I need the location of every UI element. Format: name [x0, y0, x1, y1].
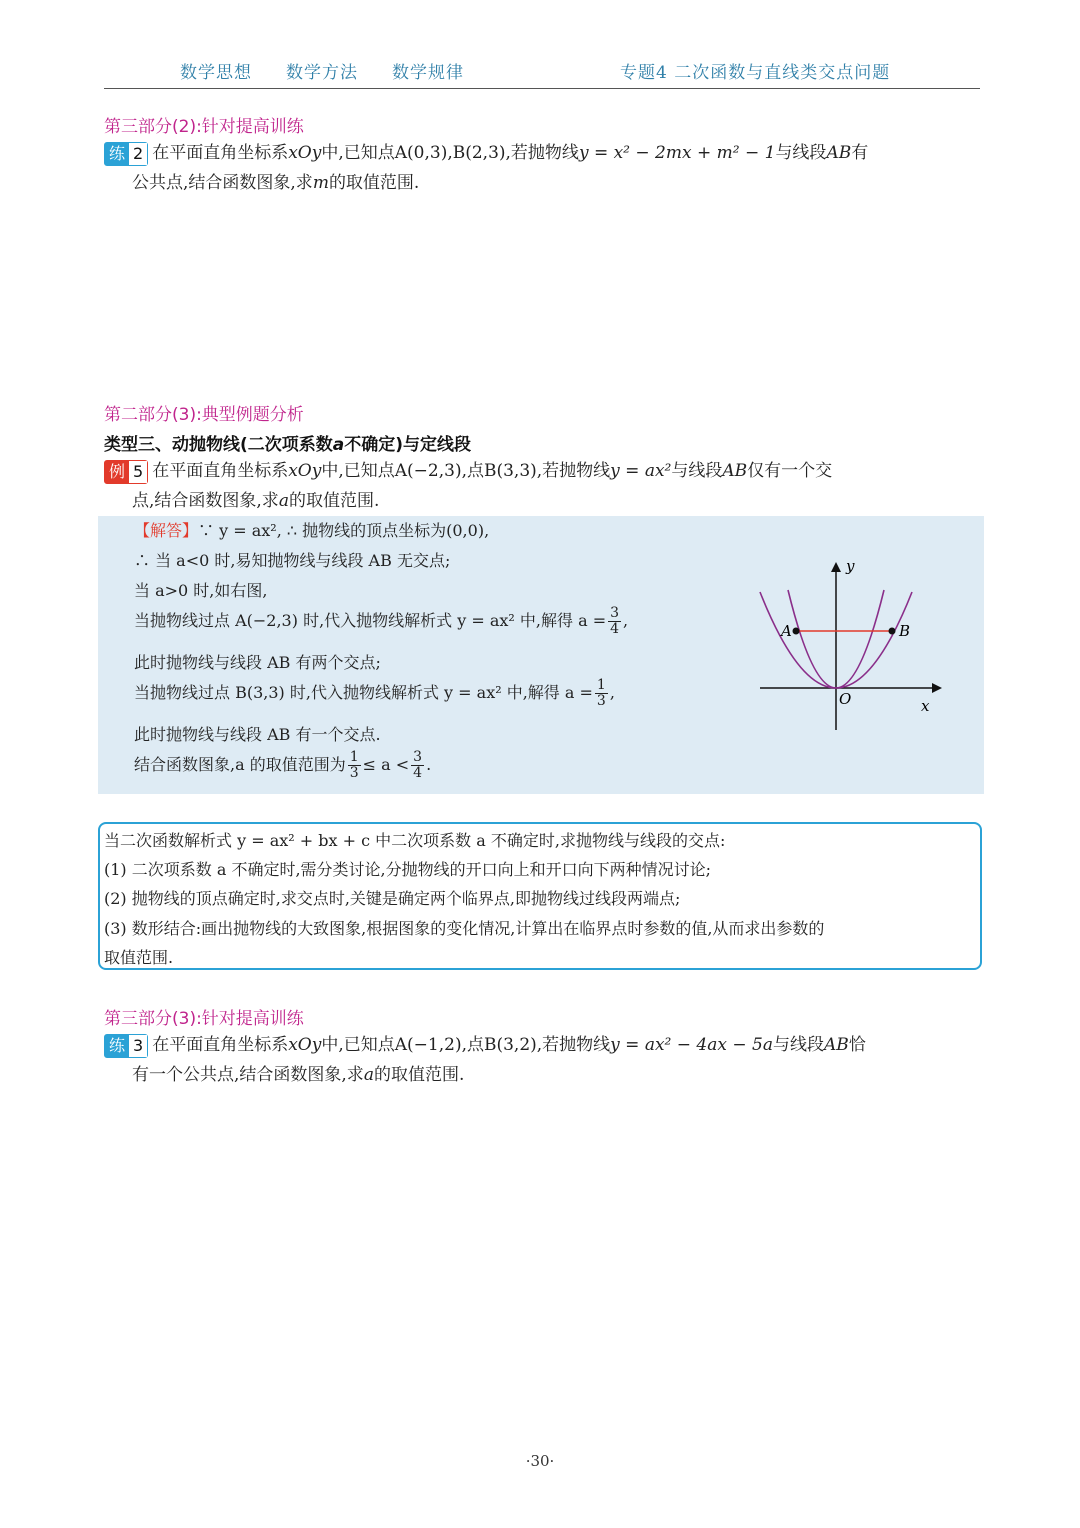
exercise-badge: 练 2	[104, 142, 148, 166]
point-a	[793, 628, 800, 635]
answer-line-7: 此时抛物线与线段 AB 有一个交点.	[134, 725, 381, 744]
page-number: ·30·	[525, 1452, 555, 1470]
header-tag-1: 数学思想	[180, 63, 252, 83]
header-tag-2: 数学方法	[286, 63, 358, 83]
type-title: 类型三、动抛物线(二次项系数a不确定)与定线段	[104, 435, 472, 455]
parabola-figure	[752, 556, 952, 740]
tip-line-5: 取值范围.	[104, 948, 174, 967]
answer-line-1: 【解答】∵ y = ax², ∴ 抛物线的顶点坐标为(0,0),	[134, 521, 490, 540]
section-title-1: 第三部分(2):针对提高训练	[104, 117, 304, 137]
label-y: y	[846, 557, 855, 575]
answer-line-8: 结合函数图象,a 的取值范围为 $\frac{1}{3}$ ≤ a < $\frac{3}{4}$ .	[134, 749, 432, 781]
answer-line-5: 此时抛物线与线段 AB 有两个交点;	[134, 653, 381, 672]
section-title-2: 第二部分(3):典型例题分析	[104, 405, 304, 425]
header-topic: 专题4 二次函数与直线类交点问题	[620, 63, 891, 83]
example-5: 例 5 在平面直角坐标系xOy中,已知点A(−2,3),点B(3,3),若抛物线y = ax²与线段AB仅有一个交 点,结合函数图象,求a的取值范围.	[104, 456, 982, 516]
tip-line-4: (3) 数形结合:画出抛物线的大致图象,根据图象的变化情况,计算出在临界点时参数的值,从而求出参数的	[104, 919, 825, 938]
header-tag-3: 数学规律	[392, 63, 464, 83]
exercise-badge: 练 3	[104, 1034, 148, 1058]
label-b: B	[899, 622, 911, 640]
label-x: x	[921, 697, 930, 715]
exercise-3: 练 3 在平面直角坐标系xOy中,已知点A(−1,2),点B(3,2),若抛物线y = ax² − 4ax − 5a与线段AB恰 有一个公共点,结合函数图象,求a的取值范围.	[104, 1030, 982, 1090]
label-a: A	[781, 622, 792, 640]
tip-line-2: (1) 二次项系数 a 不确定时,需分类讨论,分抛物线的开口向上和开口向下两种情况讨论;	[104, 860, 712, 879]
label-origin: O	[839, 690, 852, 708]
section-title-3: 第三部分(3):针对提高训练	[104, 1009, 304, 1029]
running-header	[104, 58, 980, 89]
y-axis-arrow	[831, 562, 841, 572]
answer-line-3: 当 a>0 时,如右图,	[134, 581, 268, 600]
exercise-2: 练 2 在平面直角坐标系xOy中,已知点A(0,3),B(2,3),若抛物线y = x² − 2mx + m² − 1与线段AB有 公共点,结合函数图象,求m的取值范围.	[104, 138, 982, 198]
answer-line-2: ∴ 当 a<0 时,易知抛物线与线段 AB 无交点;	[134, 551, 451, 570]
example-badge: 例 5	[104, 460, 148, 484]
x-axis-arrow	[932, 683, 942, 693]
point-b	[889, 628, 896, 635]
answer-line-4: 当抛物线过点 A(−2,3) 时,代入抛物线解析式 y = ax² 中,解得 a = $\frac{3}{4}$ ,	[134, 605, 629, 637]
answer-line-6: 当抛物线过点 B(3,3) 时,代入抛物线解析式 y = ax² 中,解得 a = $\frac{1}{3}$ ,	[134, 677, 615, 709]
tip-line-3: (2) 抛物线的顶点确定时,求交点时,关键是确定两个临界点,即抛物线过线段两端点;	[104, 889, 681, 908]
tip-line-1: 当二次函数解析式 y = ax² + bx + c 中二次项系数 a 不确定时,求抛物线与线段的交点:	[104, 831, 726, 850]
